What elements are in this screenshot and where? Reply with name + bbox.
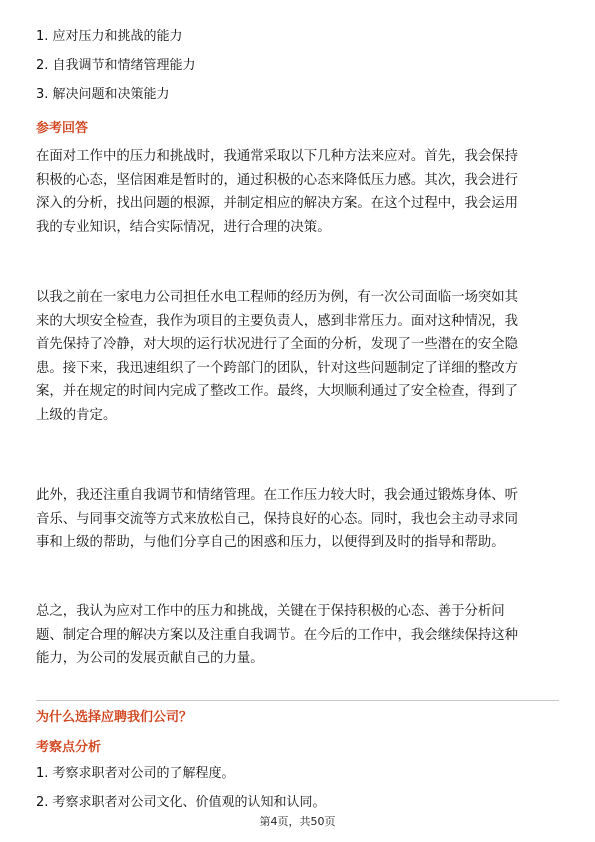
analysis-heading: 考察点分析 (36, 740, 102, 755)
paragraph-line: 能力，为公司的发展贡献自己的力量。 (36, 651, 264, 667)
answer-paragraph-1 (36, 145, 561, 239)
top-list-item-2: 2. 自我调节和情绪管理能力 (36, 58, 196, 73)
paragraph-line: 来的大坝安全检查，我作为项目的主要负责人，感到非常压力。面对这种情况，我 (36, 313, 519, 329)
analysis-list-item-2: 2. 考察求职者对公司文化、价值观的认知和认同。 (36, 795, 326, 810)
answer-paragraph-3 (36, 484, 561, 555)
paragraph-line: 上级的肯定。 (36, 407, 117, 423)
paragraph-line: 深入的分析，找出问题的根源，并制定相应的解决方案。在这个过程中，我会运用 (36, 196, 519, 212)
top-list-item-1: 1. 应对压力和挑战的能力 (36, 29, 183, 44)
analysis-list-item-1: 1. 考察求职者对公司的了解程度。 (36, 766, 235, 781)
paragraph-line: 此外，我还注重自我调节和情绪管理。在工作压力较大时，我会通过锻炼身体、听 (36, 488, 519, 503)
answer-heading: 参考回答 (36, 121, 89, 136)
paragraph-line: 我的专业知识，结合实际情况，进行合理的决策。 (36, 219, 331, 235)
paragraph-line: 患。接下来，我迅速组织了一个跨部门的团队，针对这些问题制定了详细的整改方 (36, 360, 519, 376)
paragraph-line: 题、制定合理的解决方案以及注重自我调节。在今后的工作中，我会继续保持这种 (36, 627, 519, 643)
paragraph-line: 首先保持了冷静，对大坝的运行状况进行了全面的分析，发现了一些潜在的安全隐 (36, 337, 519, 353)
paragraph-line: 案，并在规定的时间内完成了整改工作。最终，大坝顺利通过了安全检查，得到了 (36, 384, 519, 400)
answer-paragraph-4 (36, 600, 561, 671)
paragraph-line: 音乐、与同事交流等方式来放松自己，保持良好的心态。同时，我也会主动寻求同 (36, 511, 519, 527)
answer-paragraph-2 (36, 286, 561, 428)
section-divider (36, 700, 559, 701)
top-list-item-3: 3. 解决问题和决策能力 (36, 87, 170, 102)
page-footer: 第4页，共50页 (259, 815, 336, 828)
paragraph-line: 总之，我认为应对工作中的压力和挑战，关键在于保持积极的心态、善于分析问 (36, 604, 505, 619)
paragraph-line: 事和上级的帮助，与他们分享自己的困惑和压力，以便得到及时的指导和帮助。 (36, 535, 505, 551)
paragraph-line: 在面对工作中的压力和挑战时，我通常采取以下几种方法来应对。首先，我会保持 (36, 149, 519, 164)
question-heading: 为什么选择应聘我们公司？ (36, 710, 193, 725)
paragraph-line: 积极的心态，坚信困难是暂时的，通过积极的心态来降低压力感。其次，我会进行 (36, 172, 519, 188)
paragraph-line: 以我之前在一家电力公司担任水电工程师的经历为例，有一次公司面临一场突如其 (36, 290, 519, 305)
